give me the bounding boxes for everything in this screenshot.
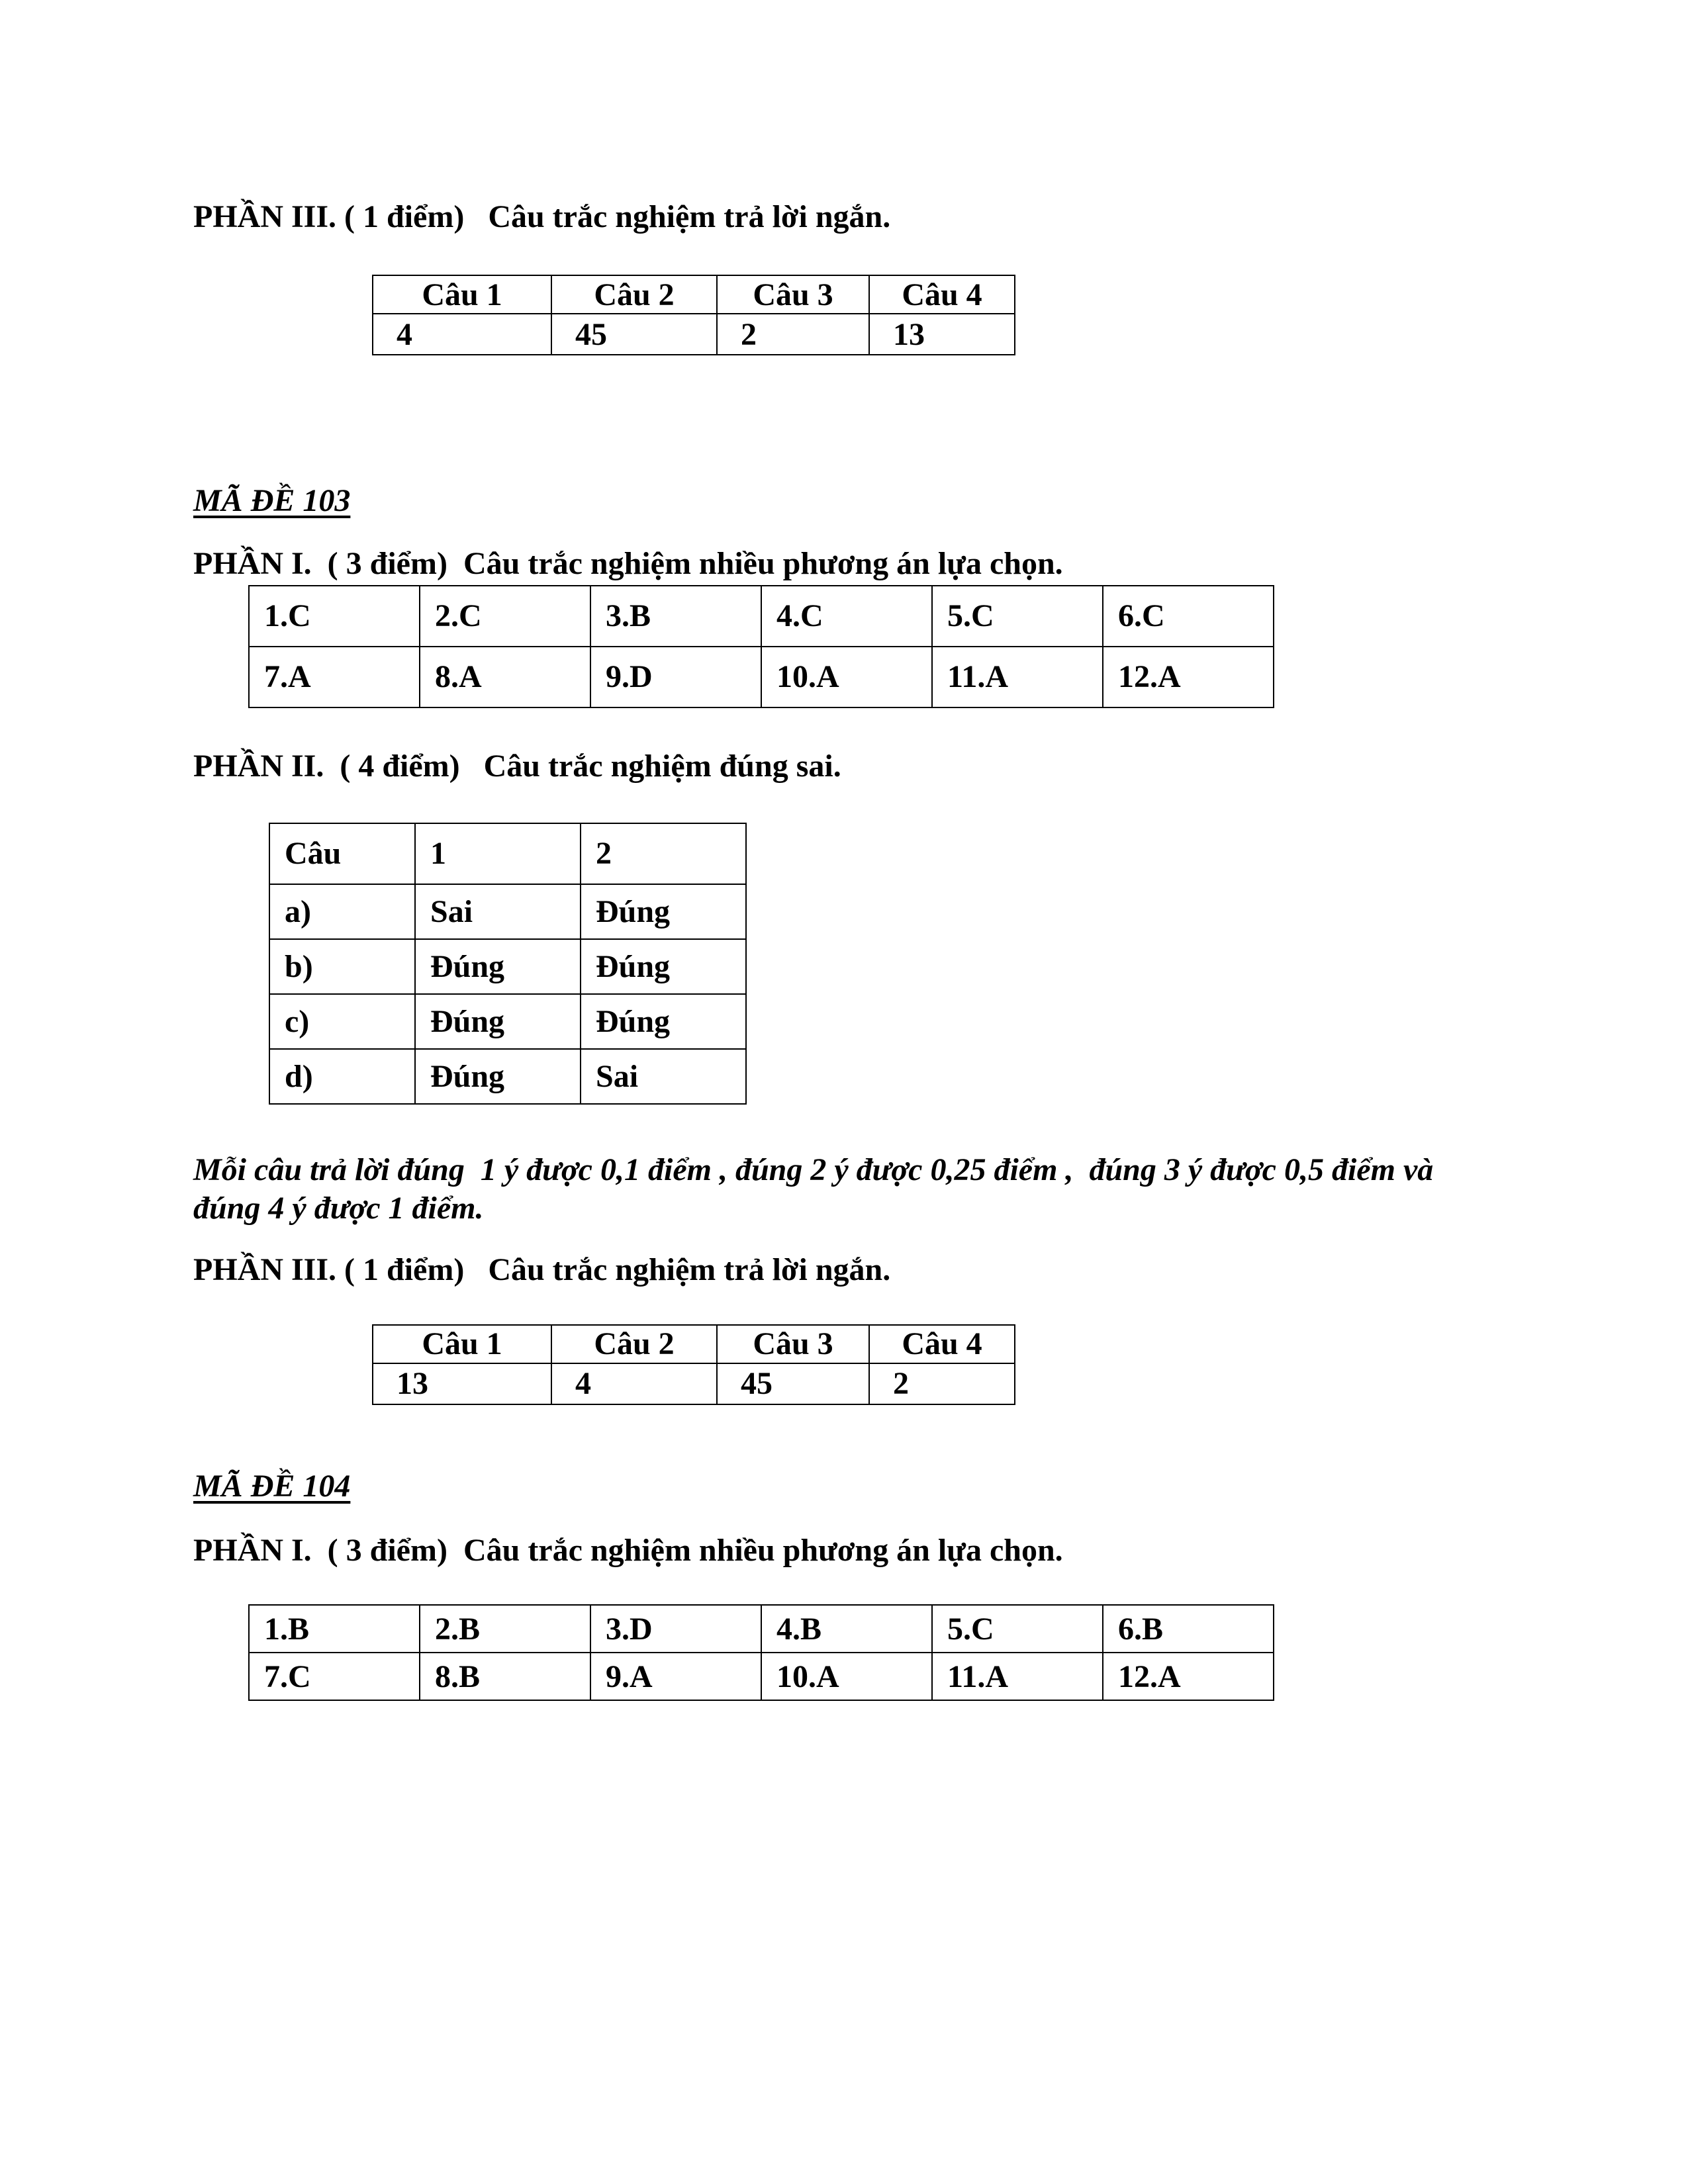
answer-row: [249, 647, 1274, 707]
answer-cell: 10.A: [761, 647, 932, 707]
part3-heading-103: PHẦN III. ( 1 điểm) Câu trắc nghiệm trả lời ngắn.: [193, 1251, 891, 1287]
answer-cell: 5.C: [932, 1605, 1103, 1653]
column-header: 1: [415, 823, 581, 884]
answer-cell: 8.A: [420, 647, 590, 707]
column-header: 2: [581, 823, 746, 884]
short-answer-table-prev: [372, 275, 1015, 355]
answer-cell: Sai: [581, 1049, 746, 1104]
table-header-row: [373, 1325, 1015, 1363]
column-header: Câu 3: [717, 275, 869, 314]
answer-cell: 13: [373, 1363, 551, 1404]
part2-heading-103: PHẦN II. ( 4 điểm) Câu trắc nghiệm đúng sai.: [193, 748, 841, 784]
answer-cell: 3.B: [590, 586, 761, 647]
table-header-row: [373, 275, 1015, 314]
answer-cell: Đúng: [415, 994, 581, 1049]
item-label-cell: d): [269, 1049, 415, 1104]
true-false-table-103: [269, 823, 747, 1105]
answer-cell: 8.B: [420, 1653, 590, 1700]
table-header-row: [269, 823, 746, 884]
answer-cell: 2: [717, 314, 869, 355]
answer-cell: Đúng: [415, 1049, 581, 1104]
answer-cell: Đúng: [581, 994, 746, 1049]
part1-heading-103: PHẦN I. ( 3 điểm) Câu trắc nghiệm nhiều phương án lựa chọn.: [193, 546, 1063, 582]
answer-cell: 4: [551, 1363, 717, 1404]
answer-row: [249, 586, 1274, 647]
answer-cell: 6.C: [1103, 586, 1274, 647]
answer-cell: 13: [869, 314, 1015, 355]
answer-cell: 45: [551, 314, 717, 355]
answer-cell: 2.C: [420, 586, 590, 647]
answer-row: [249, 1605, 1274, 1653]
answer-cell: 9.A: [590, 1653, 761, 1700]
column-header: Câu 4: [869, 1325, 1015, 1363]
table-row: [269, 939, 746, 994]
table-row: [269, 994, 746, 1049]
scoring-note: Mỗi câu trả lời đúng 1 ý được 0,1 điểm , đúng 2 ý được 0,25 điểm , đúng 3 ý được 0,5 điểm và đúng 4 ý được 1 điểm.: [193, 1152, 1442, 1226]
answer-cell: 3.D: [590, 1605, 761, 1653]
part1-heading-104: PHẦN I. ( 3 điểm) Câu trắc nghiệm nhiều phương án lựa chọn.: [193, 1533, 1063, 1569]
answer-cell: 12.A: [1103, 1653, 1274, 1700]
table-value-row: [373, 314, 1015, 355]
answer-cell: 2: [869, 1363, 1015, 1404]
table-row: [269, 884, 746, 939]
item-label-cell: b): [269, 939, 415, 994]
answer-cell: 5.C: [932, 586, 1103, 647]
column-header: Câu 3: [717, 1325, 869, 1363]
exam-code-title-104: MÃ ĐỀ 104: [193, 1469, 351, 1504]
part3-heading-prev: PHẦN III. ( 1 điểm) Câu trắc nghiệm trả lời ngắn.: [193, 199, 891, 234]
multiple-choice-table-104: [248, 1604, 1274, 1701]
column-header: Câu 2: [551, 275, 717, 314]
answer-cell: 9.D: [590, 647, 761, 707]
answer-cell: 10.A: [761, 1653, 932, 1700]
answer-cell: 4.B: [761, 1605, 932, 1653]
answer-cell: 7.C: [249, 1653, 420, 1700]
multiple-choice-table-103: [248, 585, 1274, 708]
table-row: [269, 1049, 746, 1104]
answer-cell: Sai: [415, 884, 581, 939]
column-header: Câu 1: [373, 275, 551, 314]
answer-cell: 6.B: [1103, 1605, 1274, 1653]
answer-cell: 45: [717, 1363, 869, 1404]
column-header: Câu 4: [869, 275, 1015, 314]
column-header: Câu: [269, 823, 415, 884]
answer-cell: 4.C: [761, 586, 932, 647]
answer-cell: 4: [373, 314, 551, 355]
exam-code-title-103: MÃ ĐỀ 103: [193, 483, 351, 519]
answer-cell: Đúng: [415, 939, 581, 994]
answer-cell: 11.A: [932, 1653, 1103, 1700]
answer-cell: Đúng: [581, 884, 746, 939]
answer-cell: 1.C: [249, 586, 420, 647]
item-label-cell: a): [269, 884, 415, 939]
answer-cell: 2.B: [420, 1605, 590, 1653]
short-answer-table-103: [372, 1324, 1015, 1405]
answer-cell: 1.B: [249, 1605, 420, 1653]
answer-cell: Đúng: [581, 939, 746, 994]
answer-cell: 11.A: [932, 647, 1103, 707]
answer-cell: 12.A: [1103, 647, 1274, 707]
table-value-row: [373, 1363, 1015, 1404]
answer-cell: 7.A: [249, 647, 420, 707]
answer-row: [249, 1653, 1274, 1700]
column-header: Câu 1: [373, 1325, 551, 1363]
item-label-cell: c): [269, 994, 415, 1049]
column-header: Câu 2: [551, 1325, 717, 1363]
